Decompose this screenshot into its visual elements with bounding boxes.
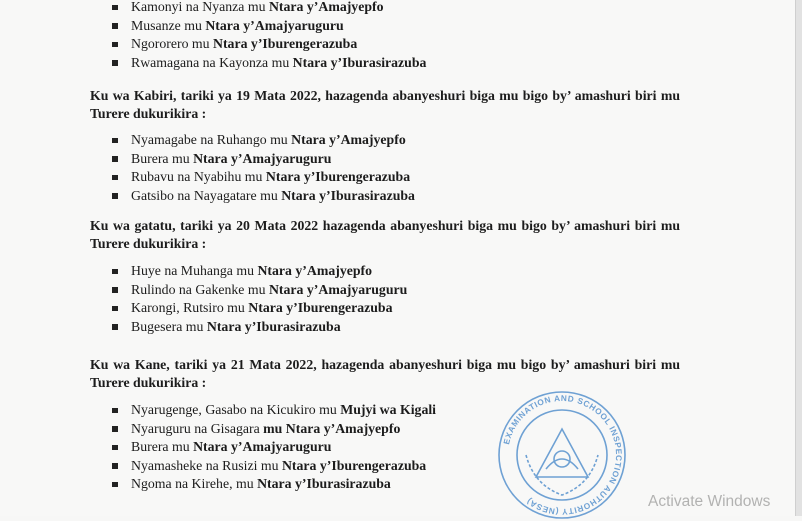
section-heading-thursday: Ku wa Kane, tariki ya 21 Mata 2022, hazagenda abanyeshuri biga mu bigo by’ amashuri biri mu Turere dukurikira : bbox=[90, 357, 680, 390]
nesa-stamp-seal bbox=[496, 389, 628, 521]
district-text: Ngororero mu bbox=[131, 36, 213, 52]
district-text: Rwamagana na Kayonza mu bbox=[131, 54, 293, 70]
list-item bbox=[112, 150, 415, 169]
list-item bbox=[112, 457, 436, 476]
district-text: Bugesera mu bbox=[131, 318, 207, 334]
district-text: Burera mu bbox=[131, 439, 194, 455]
province-text: Ntara y’Iburasirazuba bbox=[292, 54, 427, 70]
province-text: Ntara y’Iburasirazuba bbox=[206, 318, 341, 334]
bullet-list-wednesday bbox=[112, 262, 407, 336]
province-text: Ntara y’Amajyepfo bbox=[291, 132, 406, 147]
list-item bbox=[112, 187, 415, 206]
list-item bbox=[112, 17, 426, 36]
bullet-list-group-1 bbox=[112, 0, 426, 72]
activate-windows-watermark: Activate Windows bbox=[648, 493, 771, 510]
list-item bbox=[112, 401, 436, 420]
list-item bbox=[112, 299, 407, 318]
province-text: Ntara y’Iburengerazuba bbox=[248, 300, 393, 316]
district-text: Burera mu bbox=[131, 150, 194, 166]
list-item bbox=[112, 475, 436, 494]
district-text: Musanze mu bbox=[131, 17, 206, 33]
bullet-list-tuesday bbox=[112, 131, 415, 205]
province-text: Ntara y’Amajyepfo bbox=[257, 263, 373, 278]
district-text: Karongi, Rutsiro mu bbox=[131, 300, 249, 316]
bullet-list-thursday bbox=[112, 401, 436, 494]
district-text: Gatsibo na Nayagatare mu bbox=[131, 187, 282, 203]
province-text: Ntara y’Iburengerazuba bbox=[281, 457, 427, 473]
list-item bbox=[112, 0, 426, 17]
list-item bbox=[112, 131, 415, 150]
list-item bbox=[112, 168, 415, 187]
district-text: Kamonyi na Nyanza mu bbox=[131, 0, 269, 14]
list-item bbox=[112, 438, 436, 457]
stamp-text: EXAMINATION AND SCHOOL INSPECTION AUTHORITY (NESA) bbox=[501, 392, 625, 518]
province-text: Ntara y’Amajyaruguru bbox=[268, 281, 408, 297]
province-text: Ntara y’Amajyaruguru bbox=[193, 150, 332, 166]
list-item bbox=[112, 54, 426, 73]
scrollbar-edge[interactable] bbox=[795, 0, 802, 516]
district-text: Nyaruguru na Gisagara bbox=[131, 420, 264, 436]
list-item bbox=[112, 318, 407, 337]
province-text: Ntara y’Amajyepfo bbox=[268, 0, 384, 14]
district-text: Huye na Muhanga mu bbox=[131, 263, 258, 278]
province-text: Ntara y’Iburengerazuba bbox=[265, 169, 411, 185]
list-item bbox=[112, 35, 426, 54]
district-text: Nyarugenge, Gasabo na Kicukiro mu bbox=[131, 402, 341, 417]
section-heading-tuesday: Ku wa Kabiri, tariki ya 19 Mata 2022, hazagenda abanyeshuri biga mu bigo by’ amashuri biri mu Turere dukurikira : bbox=[90, 88, 680, 121]
district-text: Rulindo na Gakenke mu bbox=[131, 281, 269, 297]
province-text: Ntara y’Iburengerazuba bbox=[213, 36, 358, 52]
province-text: mu Ntara y’Amajyepfo bbox=[263, 420, 401, 436]
list-item bbox=[112, 281, 407, 300]
province-text: Ntara y’Iburasirazuba bbox=[257, 476, 391, 492]
section-heading-wednesday: Ku wa gatatu, tariki ya 20 Mata 2022 hazagenda abanyeshuri biga mu bigo by’ amashuri biri mu Turere dukurikira : bbox=[90, 218, 680, 251]
province-text: Ntara y’Iburasirazuba bbox=[281, 187, 415, 203]
list-item bbox=[112, 262, 407, 281]
svg-text:EXAMINATION AND SCHOOL INSPECT bbox=[501, 393, 624, 517]
province-text: Mujyi wa Kigali bbox=[340, 402, 437, 417]
district-text: Rubavu na Nyabihu mu bbox=[131, 169, 266, 185]
district-text: Ngoma na Kirehe, mu bbox=[131, 476, 258, 492]
district-text: Nyamagabe na Ruhango mu bbox=[131, 132, 292, 147]
list-item bbox=[112, 420, 436, 439]
district-text: Nyamasheke na Rusizi mu bbox=[131, 457, 282, 473]
province-text: Ntara y’Amajyaruguru bbox=[193, 439, 332, 455]
province-text: Ntara y’Amajyaruguru bbox=[205, 17, 344, 33]
